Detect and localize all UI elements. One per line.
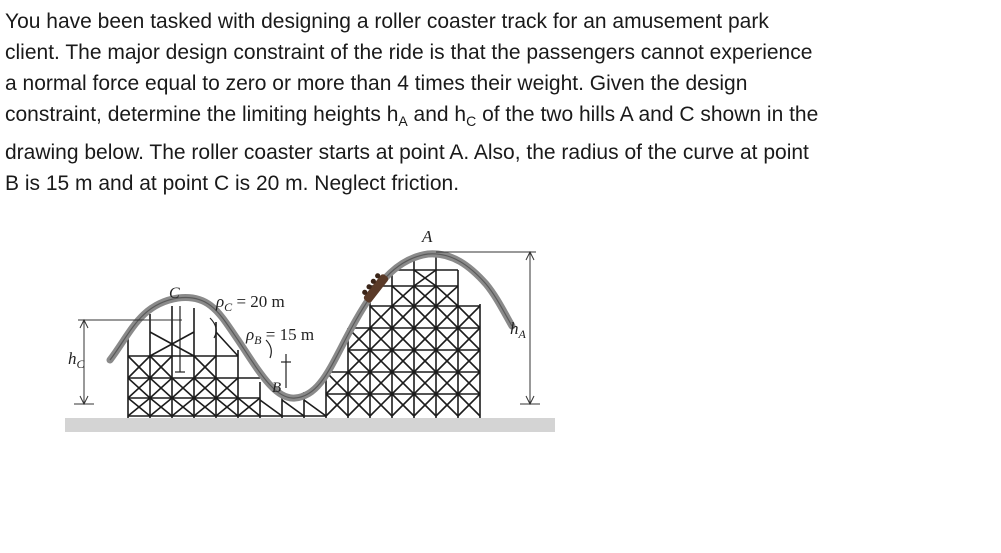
problem-line-4-middle: and h xyxy=(407,103,467,126)
rho-b-label xyxy=(245,325,314,347)
curvature-markers xyxy=(175,306,291,388)
problem-line-6: B is 15 m and at point C is 20 m. Neglect friction. xyxy=(5,172,460,196)
problem-line-5: drawing below. The roller coaster starts at point A. Also, the radius of the curve at point xyxy=(5,141,809,165)
left-scaffold xyxy=(128,306,260,418)
rho-c-symbol: ρ xyxy=(216,292,225,311)
rho-b-symbol: ρ xyxy=(246,325,255,344)
h-a-label xyxy=(510,319,527,341)
problem-line-3: a normal force equal to zero or more than 4 times their weight. Given the design xyxy=(5,72,748,95)
rho-c-subscript: C xyxy=(224,300,233,314)
rho-b-subscript: B xyxy=(254,333,262,347)
label-c: C xyxy=(169,285,180,302)
h-c-symbol: h xyxy=(68,349,77,368)
rho-c-label xyxy=(215,292,285,314)
h-c-label xyxy=(68,349,86,371)
label-a: A xyxy=(422,227,433,246)
label-b: B xyxy=(272,380,282,396)
h-a-subscript: A xyxy=(518,327,526,341)
problem-line-2: client. The major design constraint of the ride is that the passengers cannot experience xyxy=(5,41,813,64)
rho-b-value: = 15 m xyxy=(261,325,315,344)
ground xyxy=(65,418,555,432)
coaster-car xyxy=(359,270,389,304)
h-a-symbol: h xyxy=(510,319,519,338)
problem-line-1: You have been tasked with designing a roller coaster track for an amusement park xyxy=(5,10,769,33)
rho-c-value: = 20 m xyxy=(232,292,285,311)
problem-statement xyxy=(5,6,995,199)
problem-line-4-start: constraint, determine the limiting heights h xyxy=(5,103,399,126)
subscript-a: A xyxy=(398,113,408,130)
h-c-subscript: C xyxy=(76,357,85,371)
roller-coaster-figure xyxy=(60,222,560,452)
problem-line-4 xyxy=(5,99,995,137)
problem-line-4-end: of the two hills A and C shown in the xyxy=(476,103,819,126)
subscript-c: C xyxy=(466,113,477,130)
